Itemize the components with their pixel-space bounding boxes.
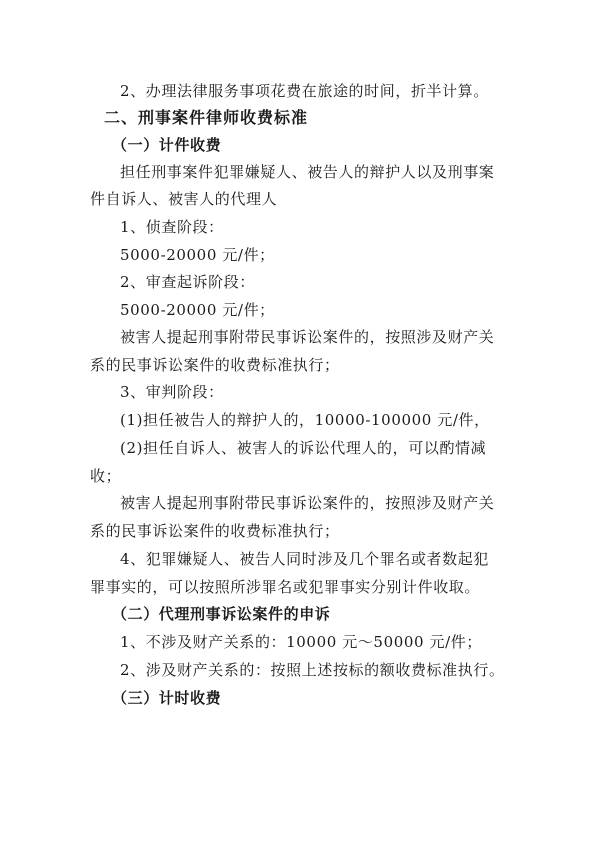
- paragraph-defender-line-1: 担任刑事案件犯罪嫌疑人、被告人的辩护人以及刑事案: [120, 163, 495, 181]
- item-prosecution-review-stage: 2、审查起诉阶段：: [120, 273, 255, 291]
- section-heading-criminal-fees: 二、刑事案件律师收费标准: [104, 108, 309, 127]
- subsection-heading-hourly: （三）计时收费: [112, 689, 222, 707]
- item-trial-defender-fee: (1)担任被告人的辩护人的，10000-100000 元/件，: [120, 411, 490, 429]
- item-trial-agent-fee-line-1: (2)担任自诉人、被害人的诉讼代理人的，可以酌情减: [120, 439, 487, 457]
- subsection-heading-appeal: （二）代理刑事诉讼案件的申诉: [112, 605, 331, 623]
- item-multiple-charges-line-2: 罪事实的，可以按照所涉罪名或犯罪事实分别计件收取。: [90, 578, 481, 596]
- fee-investigation-stage: 5000-20000 元/件；: [120, 246, 275, 264]
- item-trial-agent-fee-line-2: 收；: [90, 467, 122, 485]
- item-investigation-stage: 1、侦查阶段：: [120, 218, 224, 236]
- paragraph-civil-suit-line-2: 系的民事诉讼案件的收费标准执行；: [90, 356, 340, 374]
- subsection-heading-per-case: （一）计件收费: [112, 136, 222, 154]
- paragraph-defender-line-2: 件自诉人、被害人的代理人: [90, 190, 278, 208]
- paragraph-civil-suit-repeat-line-2: 系的民事诉讼案件的收费标准执行；: [90, 522, 340, 540]
- fee-prosecution-review-stage: 5000-20000 元/件；: [120, 301, 275, 319]
- item-appeal-non-property: 1、不涉及财产关系的：10000 元～50000 元/件；: [120, 633, 482, 651]
- paragraph-civil-suit-repeat-line-1: 被害人提起刑事附带民事诉讼案件的，按照涉及财产关: [120, 494, 495, 512]
- item-appeal-property: 2、涉及财产关系的：按照上述按标的额收费标准执行。: [120, 661, 505, 679]
- item-trial-stage: 3、审判阶段：: [120, 383, 224, 401]
- paragraph-travel-time: 2、办理法律服务事项花费在旅途的时间，折半计算。: [120, 82, 489, 100]
- paragraph-civil-suit-line-1: 被害人提起刑事附带民事诉讼案件的，按照涉及财产关: [120, 328, 495, 346]
- item-multiple-charges-line-1: 4、犯罪嫌疑人、被告人同时涉及几个罪名或者数起犯: [120, 550, 489, 568]
